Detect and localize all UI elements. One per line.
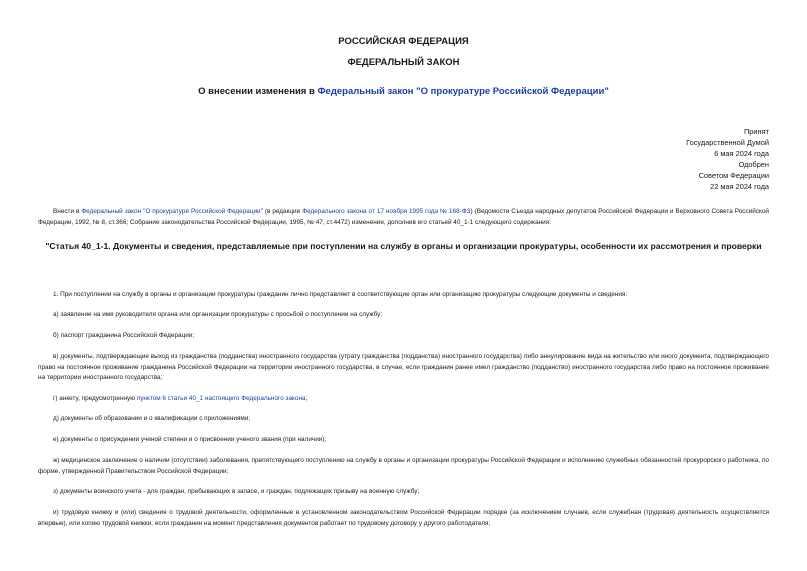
acceptance-line: Государственной Думой — [686, 137, 769, 147]
item-zh: ж) медицинское заключение о наличии (отсутствии) заболевания, препятствующего поступлению на службу в органы и организации прокуратуры Российской Федерации и исполнению служебных обязанностей прокурорского работника, по форме, утвержденной Правительством Российской Федерации; — [38, 457, 769, 475]
intro-text: Внести в — [53, 208, 82, 215]
article-heading: "Статья 40_1-1. Документы и сведения, представляемые при поступлении на службу в органы и организации прокуратуры, особенности их рассмотрения и проверки — [45, 241, 762, 251]
acceptance-block — [686, 127, 769, 192]
law-title-link[interactable]: Федеральный закон "О прокуратуре Российской Федерации" — [317, 86, 609, 97]
item-b: б) паспорт гражданина Российской Федерации; — [53, 332, 195, 339]
intro-amendment-link[interactable]: Федерального закона от 17 ноября 1995 года № 168-ФЗ — [302, 208, 471, 215]
item-d: д) документы об образовании и о квалификации с приложениями; — [53, 415, 251, 422]
item-v: в) документы, подтверждающие выход из гражданства (подданства) иностранного государства (утрату гражданства (подданства) иностранного государства) либо аннулирование вида на жительство или иного документа, подтверждающего право на постоянное проживание гражданина Российской Федерации на территории иностранного государства, в случае, если гражданин ранее имел гражданство (подданство) иностранного государства либо право на постоянное проживание на территории иностранного государства; — [38, 353, 769, 382]
item-g-text: г) анкету, предусмотренную — [53, 395, 137, 402]
law-title — [0, 86, 807, 98]
item-e: е) документы о присуждении ученой степени и о присвоении ученого звания (при наличии); — [53, 436, 327, 443]
country-heading: РОССИЙСКАЯ ФЕДЕРАЦИЯ — [338, 36, 469, 47]
intro-law-link[interactable]: Федеральный закон "О прокуратуре Российской Федерации" — [81, 208, 263, 215]
item-z: з) документы воинского учета - для граждан, пребывающих в запасе, и граждан, подлежащих призыву на военную службу; — [53, 488, 420, 495]
law-title-prefix: О внесении изменения в — [198, 86, 318, 97]
paragraph-1: 1. При поступлении на службу в органы и организации прокуратуры гражданин лично представляет в соответствующие орган или организацию прокуратуры следующие документы и сведения: — [53, 291, 628, 298]
acceptance-line: Принят — [743, 127, 769, 136]
intro-text: ) (Ведомости Съезда народных депутатов Российской Федерации и Верховного Совета Российской Федерации, 1992, № 8, ст.366; Собрание законодательства Российской Федерации, 1995, № 47, ст.4472) изменение, дополнив его статьей 40_1-1 следующего содержания: — [38, 208, 769, 226]
approval-line: Одобрен — [738, 159, 769, 169]
doc-type-heading: ФЕДЕРАЛЬНЫЙ ЗАКОН — [347, 57, 460, 68]
item-g — [38, 394, 769, 405]
intro-paragraph — [38, 207, 769, 228]
item-g-link[interactable]: пунктом 6 статьи 40_1 настоящего Федерального закона — [136, 395, 306, 402]
approval-line: Советом Федерации — [698, 170, 769, 180]
intro-text: (в редакции — [262, 208, 303, 215]
acceptance-date: 6 мая 2024 года — [714, 148, 769, 158]
approval-date: 22 мая 2024 года — [710, 181, 769, 191]
item-g-text: ; — [305, 395, 308, 402]
item-a: а) заявление на имя руководителя органа или организации прокуратуры с просьбой о поступлении на службу; — [53, 311, 383, 318]
item-i: и) трудовую книжку и (или) сведения о трудовой деятельности, оформленные в установленном законодательством Российской Федерации порядке (за исключением случаев, если служебная (трудовая) деятельность осуществляется впервые), или копию трудовой книжки, если гражданин на момент представления документов работает по трудовому договору у другого работодателя; — [38, 509, 769, 527]
